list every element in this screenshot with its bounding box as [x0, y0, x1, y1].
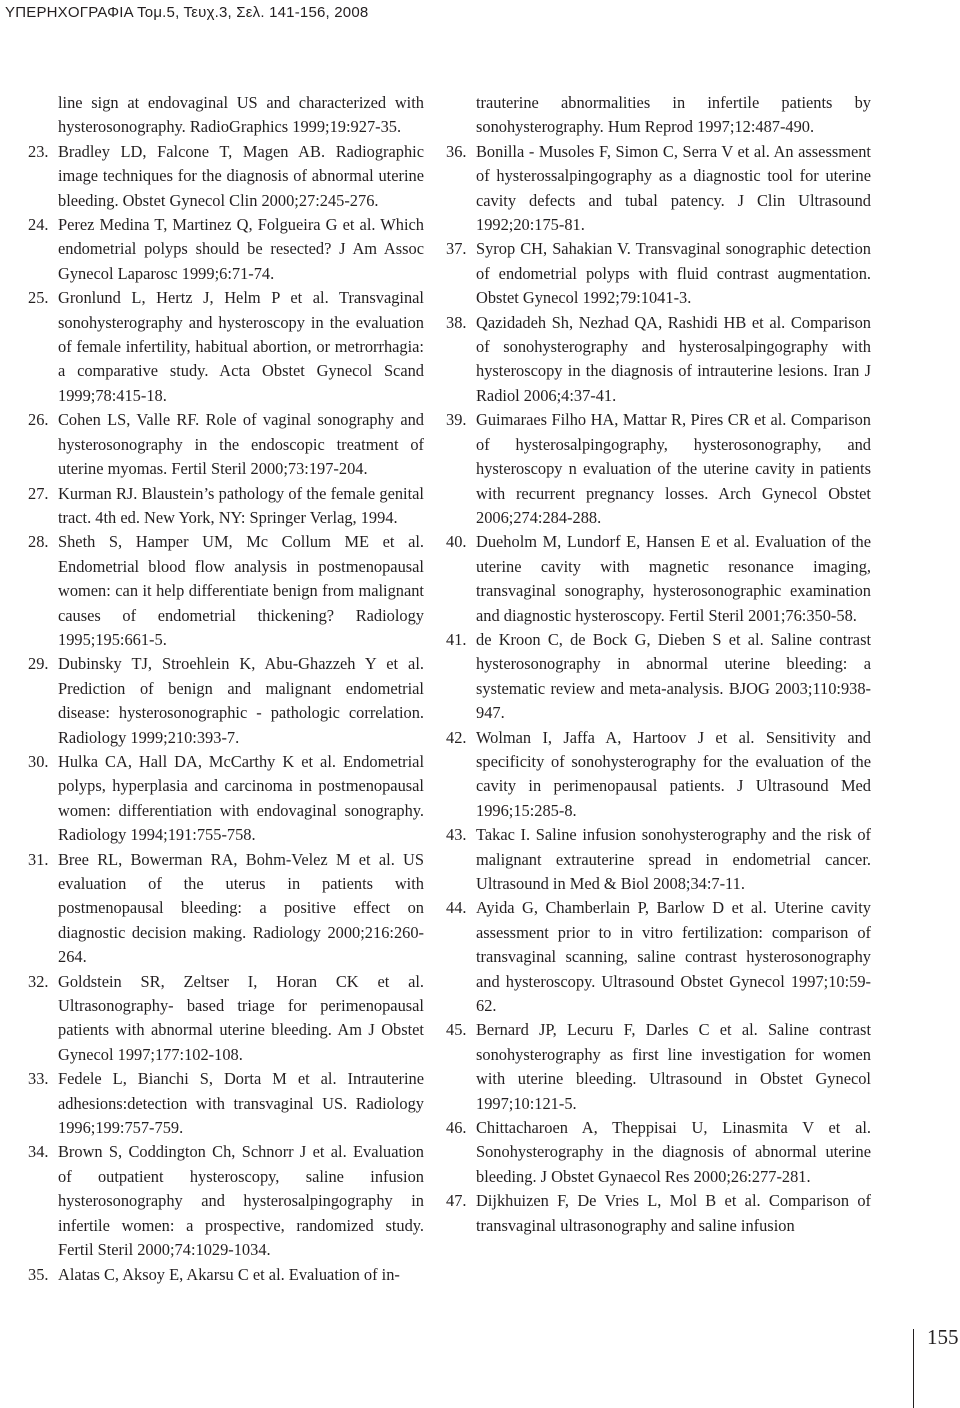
- reference-number: 34.: [28, 1142, 49, 1162]
- reference-text: Sheth S, Hamper UM, Mc Collum ME et al. Endometrial blood flow analysis in postmenopausal women: can it help differentiate benign from malignant causes of endometrial thickening? Radiology 1995;195:661-5.: [58, 532, 424, 649]
- reference-text: Goldstein SR, Zeltser I, Horan CK et al. Ultrasonography- based triage for perimenopausal patients with abnormal uterine bleeding. Am J Obstet Gynecol 1997;177:102-108.: [58, 971, 424, 1064]
- reference-number: 47.: [446, 1191, 467, 1211]
- reference-number: 23.: [28, 141, 49, 161]
- reference-text: Wolman I, Jaffa A, Hartoov J et al. Sensitivity and specificity of sonohysterography for the evaluation of the cavity in perimenopausal patients. J Ultrasound Med 1996;15:285-8.: [476, 727, 871, 820]
- reference-number: 42.: [446, 727, 467, 747]
- reference-text: Bernard JP, Lecuru F, Darles C et al. Saline contrast sonohysterography as first line investigation for women with uterine bleeding. Ultrasound in Obstet Gynecol 1997;10:121-5.: [476, 1020, 871, 1113]
- reference-number: 38.: [446, 312, 467, 332]
- running-header: ΥΠΕΡΗΧΟΓΡΑΦΙΑ Τομ.5, Τευχ.3, Σελ. 141-156, 2008: [5, 4, 369, 21]
- left-reference-column: [28, 91, 424, 1287]
- reference-text: Syrop CH, Sahakian V. Transvaginal sonographic detection of endometrial polyps with fluid contrast augmentation. Obstet Gynecol 1992;79:1041-3.: [476, 239, 871, 308]
- reference-item: [446, 530, 871, 628]
- reference-item: [446, 408, 871, 530]
- reference-item: [28, 482, 424, 531]
- reference-text: Dueholm M, Lundorf E, Hansen E et al. Evaluation of the uterine cavity with magnetic resonance imaging, transvaginal sonography, hysterosonographic examination and diagnostic hysteroscopy. Fertil Steril 2001;76:350-58.: [476, 532, 871, 625]
- reference-number: 41.: [446, 629, 467, 649]
- reference-item: [446, 628, 871, 726]
- reference-text: Guimaraes Filho HA, Mattar R, Pires CR et al. Comparison of hysterosalpingography, hysterosonography, and hysteroscopy n evaluation of the uterine cavity in patients with recurrent pregnancy losses. Arch Gynecol Obstet 2006;274:284-288.: [476, 410, 871, 527]
- reference-text: Takac I. Saline infusion sonohysterography and the risk of malignant extrauterine spread in endometrial cancer. Ultrasound in Med & Biol 2008;34:7-11.: [476, 825, 871, 893]
- reference-text: Qazidadeh Sh, Nezhad QA, Rashidi HB et al. Comparison of sonohysterography and hysterosalpingography with hysteroscopy in the diagnosis of intrauterine lesions. Iran J Radiol 2006;4:37-41.: [476, 312, 871, 405]
- reference-number: 30.: [28, 751, 49, 771]
- reference-number: 29.: [28, 654, 49, 674]
- page-number: 155: [927, 1325, 959, 1349]
- reference-number: 44.: [446, 898, 467, 918]
- reference-item: [28, 1263, 424, 1287]
- reference-item: [28, 652, 424, 750]
- reference-item: [28, 750, 424, 848]
- reference-continuation: line sign at endovaginal US and characterized with hysterosonography. RadioGraphics 1999;19:927-35.: [58, 93, 424, 137]
- reference-item: [446, 823, 871, 896]
- right-reference-column: [446, 91, 871, 1238]
- reference-number: 43.: [446, 825, 467, 845]
- reference-number: 24.: [28, 215, 49, 235]
- reference-text: Gronlund L, Hertz J, Helm P et al. Transvaginal sonohysterography and hysteroscopy in the evaluation of female infertility, habitual abortion, or metrorrhagia: a comparative study. Acta Obstet Gynecol Scand 1999;78:415-18.: [58, 288, 424, 405]
- reference-number: 27.: [28, 483, 49, 503]
- reference-number: 28.: [28, 532, 49, 552]
- reference-text: Bree RL, Bowerman RA, Bohm-Velez M et al. US evaluation of the uterus in patients with postmenopausal bleeding: a positive effect on diagnostic decision making. Radiology 2000;216:260-264.: [58, 849, 424, 967]
- reference-item: [28, 213, 424, 286]
- reference-item: [28, 286, 424, 408]
- reference-number: 26.: [28, 410, 49, 430]
- reference-number: 33.: [28, 1069, 49, 1089]
- reference-item: [28, 530, 424, 652]
- reference-item: [28, 848, 424, 970]
- reference-text: Hulka CA, Hall DA, McCarthy K et al. Endometrial polyps, hyperplasia and carcinoma in postmenopausal women: differentiation with endovaginal sonography. Radiology 1994;191:755-758.: [58, 751, 424, 845]
- reference-text: Dijkhuizen F, De Vries L, Mol B et al. Comparison of transvaginal ultrasonography and saline infusion: [476, 1191, 871, 1235]
- reference-number: 35.: [28, 1264, 49, 1284]
- reference-item: [446, 311, 871, 409]
- reference-text: Ayida G, Chamberlain P, Barlow D et al. Uterine cavity assessment prior to in vitro fertilization: comparison of transvaginal scanning, saline contrast hysterosonography and hysteroscopy. Ultrasound Obstet Gynecol 1997;10:59-62.: [476, 898, 871, 1016]
- reference-number: 36.: [446, 141, 467, 161]
- reference-item: [28, 408, 424, 481]
- reference-number: 25.: [28, 288, 49, 308]
- reference-text: Kurman RJ. Blaustein’s pathology of the female genital tract. 4th ed. New York, NY: Springer Verlag, 1994.: [58, 483, 424, 527]
- reference-item: [446, 1018, 871, 1116]
- reference-text: Brown S, Coddington Ch, Schnorr J et al. Evaluation of outpatient hysteroscopy, saline infusion hysterosonography and hysterosalpingography in infertile women: a prospective, randomized study. Fertil Steril 2000;74:1029-1034.: [58, 1142, 424, 1260]
- reference-item: [446, 237, 871, 310]
- reference-item: [446, 896, 871, 1018]
- reference-text: Perez Medina T, Martinez Q, Folgueira G et al. Which endometrial polyps should be resected? J Am Assoc Gynecol Laparosc 1999;6:71-74.: [58, 215, 424, 283]
- reference-number: 31.: [28, 849, 49, 869]
- reference-number: 46.: [446, 1118, 467, 1138]
- reference-item: [28, 970, 424, 1068]
- reference-item: [28, 140, 424, 213]
- reference-item: [28, 1067, 424, 1140]
- reference-number: 40.: [446, 532, 467, 552]
- reference-number: 45.: [446, 1020, 467, 1040]
- reference-number: 37.: [446, 239, 467, 259]
- reference-text: Bradley LD, Falcone T, Magen AB. Radiographic image techniques for the diagnosis of abnormal uterine bleeding. Obstet Gynecol Clin 2000;27:245-276.: [58, 141, 424, 210]
- reference-number: 32.: [28, 971, 49, 991]
- reference-item: [446, 726, 871, 824]
- reference-text: de Kroon C, de Bock G, Dieben S et al. Saline contrast hysterosonography in abnormal uterine bleeding: a systematic review and meta-analysis. BJOG 2003;110:938-947.: [476, 629, 871, 723]
- reference-text: Chittacharoen A, Theppisai U, Linasmita V et al. Sonohysterography in the diagnosis of abnormal uterine bleeding. J Obstet Gynaecol Res 2000;26:277-281.: [476, 1118, 871, 1186]
- reference-text: Dubinsky TJ, Stroehlein K, Abu-Ghazzeh Y et al. Prediction of benign and malignant endometrial disease: hysterosonographic - pathologic correlation. Radiology 1999;210:393-7.: [58, 654, 424, 747]
- reference-text: Fedele L, Bianchi S, Dorta M et al. Intrauterine adhesions:detection with transvaginal US. Radiology 1996;199:757-759.: [58, 1069, 424, 1138]
- reference-continuation: trauterine abnormalities in infertile patients by sonohysterography. Hum Reprod 1997;12:487-490.: [476, 93, 871, 137]
- reference-item: [28, 1140, 424, 1262]
- reference-number: 39.: [446, 410, 467, 430]
- reference-text: Cohen LS, Valle RF. Role of vaginal sonography and hysterosonography in the endoscopic treatment of uterine myomas. Fertil Steril 2000;73:197-204.: [58, 410, 424, 479]
- reference-text: Alatas C, Aksoy E, Akarsu C et al. Evaluation of in-: [58, 1264, 400, 1284]
- reference-text: Bonilla - Musoles F, Simon C, Serra V et al. An assessment of hysterossalpingography as a diagnostic tool for uterine cavity defects and tubal patency. J Clin Ultrasound 1992;20:175-81.: [476, 141, 871, 235]
- page-number-divider: [913, 1329, 914, 1408]
- reference-item: [446, 1116, 871, 1189]
- reference-item: [446, 140, 871, 238]
- reference-item: [446, 1189, 871, 1238]
